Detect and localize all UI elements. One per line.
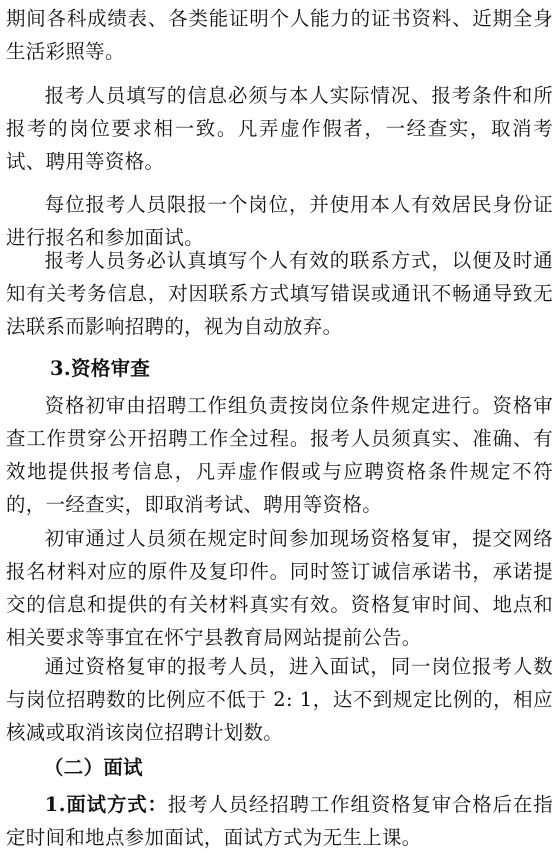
paragraph-interview-ratio: 通过资格复审的报考人员，进入面试，同一岗位报考人数与岗位招聘数的比例应不低于 2: 1，达不到规定比例的，相应核减或取消该岗位招聘计划数。: [6, 655, 553, 744]
paragraph-interview-method: [6, 788, 553, 854]
paragraph-initial-review: 资格初审由招聘工作组负责按岗位条件规定进行。资格审查工作贯穿公开招聘工作全过程。报考人员须真实、准确、有效地提供报考信息，凡弄虚作假或与应聘资格条件规定不符的，一经查实，即取消考试、聘用等资格。: [6, 394, 553, 516]
interview-method-text: 报考人员经招聘工作组资格复审合格后在指定时间和地点参加面试，面试方式为无生上课。: [6, 793, 553, 849]
paragraph-onsite-review: 初审通过人员须在规定时间参加现场资格复审，提交网络报名材料对应的原件及复印件。同时签订诚信承诺书，承诺提交的信息和提供的有关材料真实有效。资格复审时间、地点和相关要求等事宜在怀宁县教育局网站提前公告。: [6, 527, 553, 649]
heading-qualification-review: 3.资格审查: [50, 357, 151, 380]
heading-interview: （二）面试: [44, 756, 143, 779]
paragraph-contact-information: 报考人员务必认真填写个人有效的联系方式，以便及时通知有关考务信息，对因联系方式填写错误或通讯不畅通导致无法联系而影响招聘的，视为自动放弃。: [6, 249, 553, 338]
paragraph-information-accuracy: 报考人员填写的信息必须与本人实际情况、报考条件和所报考的岗位要求相一致。凡弄虚作假者，一经查实，取消考试、聘用等资格。: [6, 84, 553, 173]
paragraph-continued-materials: 期间各科成绩表、各类能证明个人能力的证书资料、近期全身生活彩照等。: [6, 7, 553, 63]
interview-method-label: 1.面试方式：: [44, 793, 168, 816]
paragraph-one-position-limit: 每位报考人员限报一个岗位，并使用本人有效居民身份证进行报名和参加面试。: [6, 193, 553, 249]
